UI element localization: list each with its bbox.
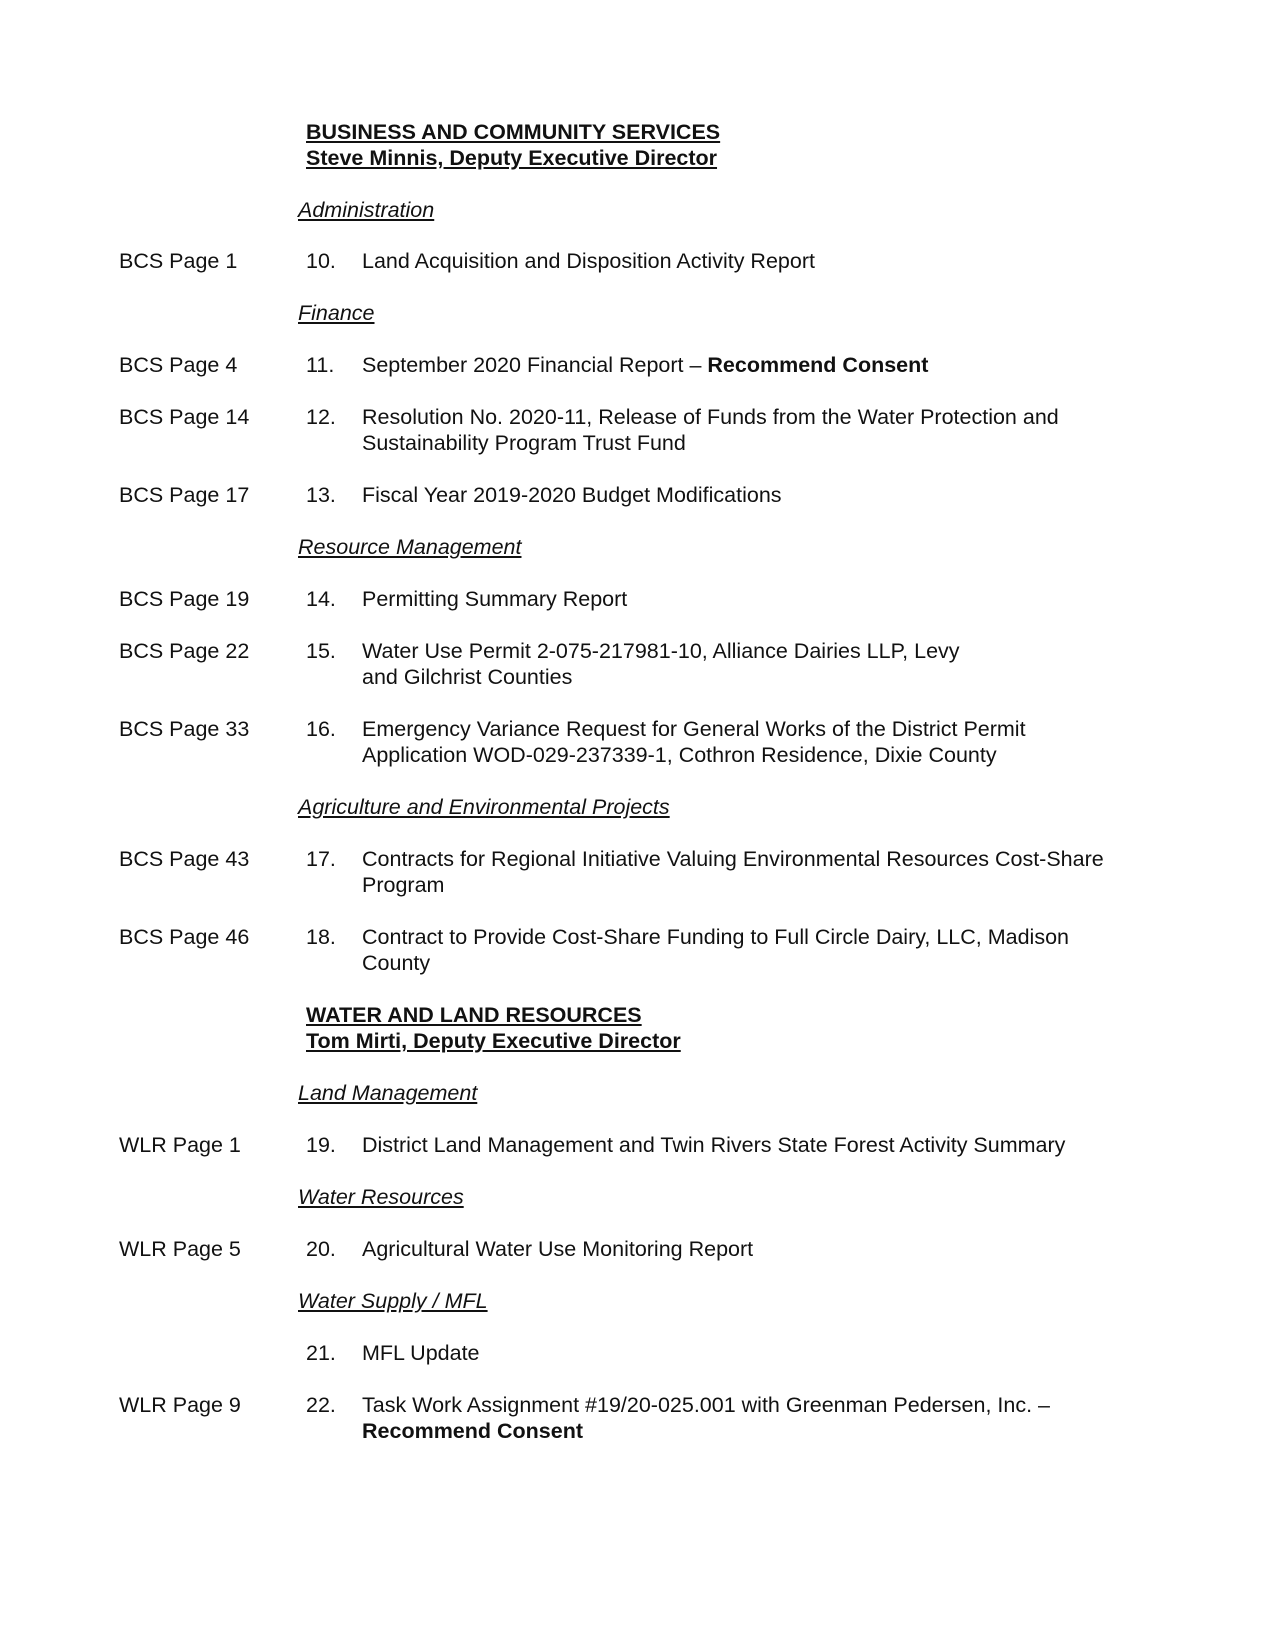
item-19-text: [362, 1132, 1162, 1158]
section-title-bcs: BUSINESS AND COMMUNITY SERVICES: [306, 120, 721, 144]
item-22-number: 22.: [306, 1393, 336, 1417]
item-16-number: 16.: [306, 717, 336, 741]
item-12-line1: Resolution No. 2020-11, Release of Funds from the Water Protection and: [362, 405, 1059, 429]
item-15-line1: Water Use Permit 2-075-217981-10, Alliance Dairies LLP, Levy: [362, 639, 960, 663]
item-21-line1: MFL Update: [362, 1341, 480, 1365]
subsection-administration: Administration: [298, 198, 435, 222]
item-13-number: 13.: [306, 483, 336, 507]
subsection-finance: Finance: [298, 301, 375, 325]
item-17-line2: Program: [362, 873, 445, 897]
item-18-line1: Contract to Provide Cost-Share Funding to Full Circle Dairy, LLC, Madison: [362, 925, 1070, 949]
item-20-text: [362, 1236, 1162, 1262]
item-10-text: [362, 248, 1162, 274]
item-18-text: [362, 924, 1162, 976]
item-22-recommend-consent: Recommend Consent: [362, 1419, 584, 1443]
item-22-line1: Task Work Assignment #19/20-025.001 with Greenman Pedersen, Inc. –: [362, 1393, 1050, 1417]
item-21-text: [362, 1340, 1162, 1366]
subsection-water-supply: Water Supply / MFL: [298, 1289, 488, 1313]
item-22-text: [362, 1392, 1162, 1444]
item-11-number: 11.: [306, 353, 335, 377]
item-10-line1: Land Acquisition and Disposition Activity Report: [362, 249, 815, 273]
item-17-line1: Contracts for Regional Initiative Valuing Environmental Resources Cost-Share: [362, 847, 1104, 871]
item-11-ref: BCS Page 4: [119, 353, 238, 377]
item-11-line1: September 2020 Financial Report –: [362, 353, 708, 377]
section-director-bcs: Steve Minnis, Deputy Executive Director: [306, 146, 718, 170]
item-10-number: 10.: [306, 249, 336, 273]
item-16-line2: Application WOD-029-237339-1, Cothron Residence, Dixie County: [362, 743, 997, 767]
item-15-number: 15.: [306, 639, 336, 663]
item-11-recommend-consent: Recommend Consent: [707, 353, 929, 377]
item-14-line1: Permitting Summary Report: [362, 587, 628, 611]
item-10-ref: BCS Page 1: [119, 249, 238, 273]
subsection-land-management: Land Management: [298, 1081, 478, 1105]
subsection-agriculture: Agriculture and Environmental Projects: [298, 795, 670, 819]
item-18-ref: BCS Page 46: [119, 925, 250, 949]
item-12-line2: Sustainability Program Trust Fund: [362, 431, 686, 455]
item-16-text: [362, 716, 1162, 768]
item-14-number: 14.: [306, 587, 336, 611]
item-21-number: 21.: [306, 1341, 336, 1365]
item-11-text: [362, 352, 1162, 378]
item-13-ref: BCS Page 17: [119, 483, 250, 507]
item-16-ref: BCS Page 33: [119, 717, 250, 741]
item-15-ref: BCS Page 22: [119, 639, 250, 663]
item-20-number: 20.: [306, 1237, 336, 1261]
item-15-text: [362, 638, 1162, 690]
item-18-line2: County: [362, 951, 431, 975]
item-20-ref: WLR Page 5: [119, 1237, 241, 1261]
item-12-number: 12.: [306, 405, 336, 429]
item-15-line2: and Gilchrist Counties: [362, 665, 573, 689]
item-17-number: 17.: [306, 847, 336, 871]
item-16-line1: Emergency Variance Request for General Works of the District Permit: [362, 717, 1026, 741]
item-13-text: [362, 482, 1162, 508]
item-14-ref: BCS Page 19: [119, 587, 250, 611]
item-18-number: 18.: [306, 925, 336, 949]
item-19-number: 19.: [306, 1133, 336, 1157]
section-director-wlr: Tom Mirti, Deputy Executive Director: [306, 1029, 681, 1053]
subsection-water-resources: Water Resources: [298, 1185, 464, 1209]
item-22-ref: WLR Page 9: [119, 1393, 241, 1417]
item-19-line1: District Land Management and Twin Rivers State Forest Activity Summary: [362, 1133, 1066, 1157]
subsection-resource-management: Resource Management: [298, 535, 522, 559]
item-12-ref: BCS Page 14: [119, 405, 250, 429]
section-title-wlr: WATER AND LAND RESOURCES: [306, 1003, 642, 1027]
item-19-ref: WLR Page 1: [119, 1133, 241, 1157]
item-14-text: [362, 586, 1162, 612]
item-17-ref: BCS Page 43: [119, 847, 250, 871]
item-13-line1: Fiscal Year 2019-2020 Budget Modifications: [362, 483, 782, 507]
item-12-text: [362, 404, 1162, 456]
item-20-line1: Agricultural Water Use Monitoring Report: [362, 1237, 754, 1261]
item-17-text: [362, 846, 1162, 898]
